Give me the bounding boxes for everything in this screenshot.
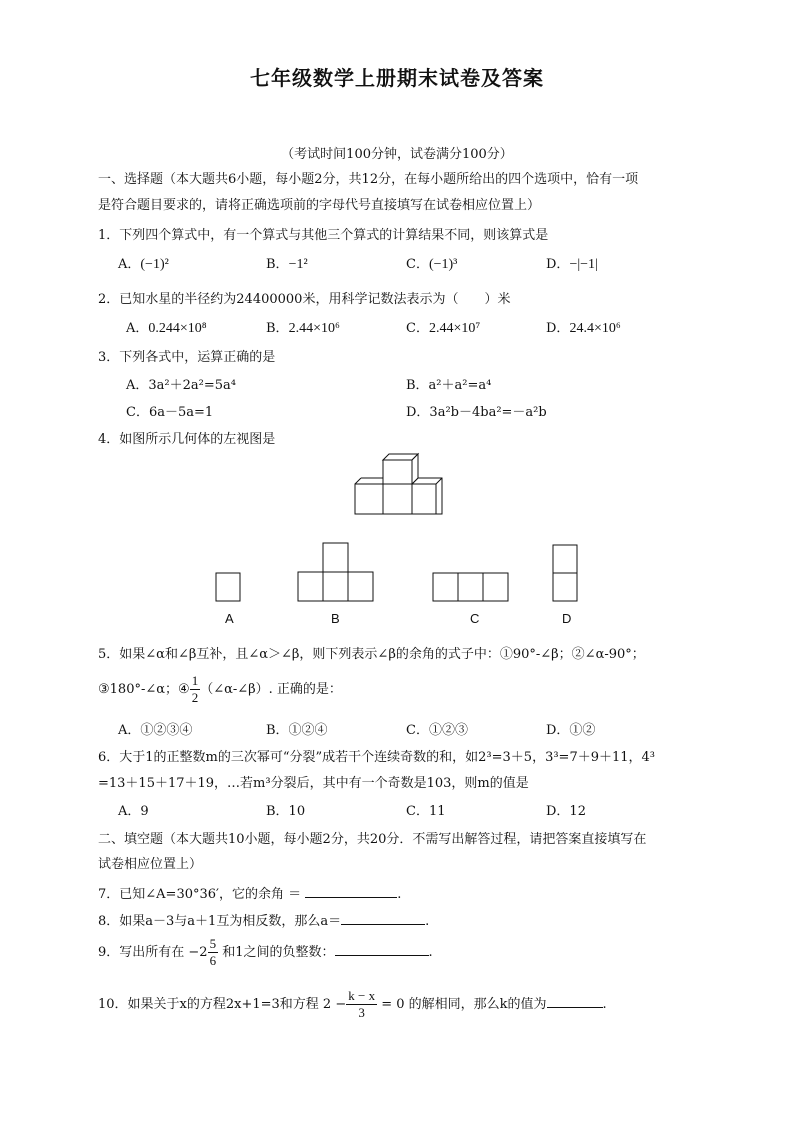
q2-stem: 2．已知水星的半径约为24400000米，用科学记数法表示为（ ）米: [98, 292, 511, 307]
option-b-figure: [297, 542, 375, 602]
q5-option-a: A．①②③④: [118, 723, 193, 738]
section2-header-line1: 二、填空题（本大题共10小题，每小题2分，共20分．不需写出解答过程，请把答案直接填写在: [98, 832, 647, 847]
q5-option-b: B．①②④: [266, 723, 328, 738]
q1-option-b: B．−1²: [266, 257, 308, 272]
q1-stem: 1．下列四个算式中，有一个算式与其他三个算式的计算结果不同，则该算式是: [98, 228, 549, 243]
section2-header-line2: 试卷相应位置上）: [98, 857, 203, 872]
q2-option-c: C．2.44×10⁷: [406, 321, 481, 336]
q8: 8．如果a－3与a＋1互为相反数，那么a＝ .: [98, 910, 429, 929]
exam-subtitle: （考试时间100分钟，试卷满分100分）: [281, 147, 513, 162]
q9-fraction: $\frac{5}{6}$: [209, 936, 217, 968]
q6-stem-line1: 6．大于1的正整数m的三次幂可“分裂”成若干个连续奇数的和，如2³=3＋5，3³=7＋9＋11，4³: [98, 750, 656, 765]
q4-stem: 4．如图所示几何体的左视图是: [98, 432, 276, 447]
q5-fraction: $\frac{1}{2}$: [191, 673, 199, 705]
q10-answer-blank[interactable]: [547, 994, 603, 1008]
q3-option-a: A．3a²＋2a²=5a⁴: [126, 378, 236, 393]
q3-stem: 3．下列各式中，运算正确的是: [98, 350, 276, 365]
q3-option-d: D．3a²b－4ba²=－a²b: [406, 405, 547, 420]
q7-answer-blank[interactable]: [305, 884, 397, 898]
q9-answer-blank[interactable]: [335, 942, 429, 956]
option-a-figure: [215, 572, 241, 602]
q1-option-a: A．(−1)²: [118, 257, 169, 272]
q3-option-b: B．a²＋a²=a⁴: [406, 378, 492, 393]
q8-answer-blank[interactable]: [341, 911, 425, 925]
q2-option-d: D．24.4×10⁶: [546, 321, 621, 336]
q6-option-d: D．12: [546, 804, 586, 819]
q9: 9．写出所有在 −2 $\frac{5}{6}$ 和1之间的负整数： .: [98, 936, 433, 968]
q6-option-c: C．11: [406, 804, 446, 819]
figure-label-b: B: [331, 611, 340, 626]
figure-label-d: D: [562, 611, 572, 626]
q5-option-c: C．①②③: [406, 723, 468, 738]
q7: 7．已知∠A=30°36′，它的余角 ＝ .: [98, 883, 401, 902]
q3-option-c: C．6a－5a=1: [126, 405, 214, 420]
q6-stem-line2: =13＋15＋17＋19，…若m³分裂后，其中有一个奇数是103，则m的值是: [98, 776, 529, 791]
q5-stem-line1: 5．如果∠α和∠β互补，且∠α＞∠β，则下列表示∠β的余角的式子中：①90°-∠β；②∠α-90°；: [98, 647, 645, 662]
q10: 10．如果关于x的方程2x+1=3和方程 2 − $\frac{k - x}{3}$ = 0 的解相同，那么k的值为 .: [98, 988, 607, 1020]
q5-stem-line2: ③180°-∠α；④ $\frac{1}{2}$ （∠α-∠β）. 正确的是：: [98, 673, 342, 705]
q6-option-b: B．10: [266, 804, 306, 819]
q2-option-a: A．0.244×10⁸: [126, 321, 207, 336]
page-title: 七年级数学上册期末试卷及答案: [250, 66, 544, 90]
q6-option-a: A．9: [118, 804, 149, 819]
option-d-figure: [552, 544, 578, 602]
figure-label-a: A: [225, 611, 234, 626]
section1-header-line2: 是符合题目要求的，请将正确选项前的字母代号直接填写在试卷相应位置上）: [98, 198, 541, 213]
q5-option-d: D．①②: [546, 723, 596, 738]
geometry-solid-figure: [350, 452, 450, 522]
q1-option-c: C．(−1)³: [406, 257, 458, 272]
q1-option-d: D．−|−1|: [546, 257, 598, 272]
q2-option-b: B．2.44×10⁶: [266, 321, 340, 336]
section1-header-line1: 一、选择题（本大题共6小题，每小题2分，共12分，在每小题所给出的四个选项中，恰有一项: [98, 172, 639, 187]
figure-label-c: C: [470, 611, 480, 626]
option-c-figure: [432, 572, 510, 602]
q10-fraction: $\frac{k - x}{3}$: [348, 988, 376, 1020]
